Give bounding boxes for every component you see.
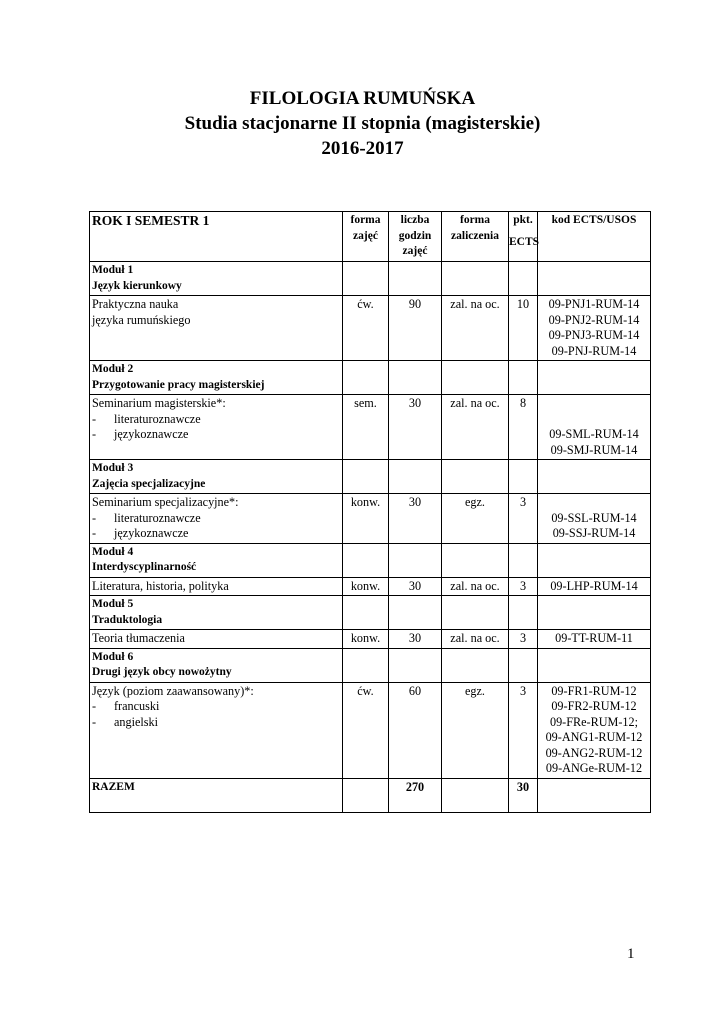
document-title-block <box>0 86 725 161</box>
col-header-liczba-godzin: liczba godzin zajęć <box>389 212 442 262</box>
course-ects: 8 <box>509 395 538 460</box>
course-codes: 09-SML-RUM-14 09-SMJ-RUM-14 <box>538 395 651 460</box>
module-header-row <box>90 543 651 577</box>
module-header-row <box>90 460 651 494</box>
course-name: Literatura, historia, polityka <box>90 577 343 596</box>
module-header-row <box>90 361 651 395</box>
course-hours: 60 <box>389 682 442 778</box>
course-forma: konw. <box>343 630 389 649</box>
col-header-forma-zajec: forma zajęć <box>343 212 389 262</box>
course-forma: konw. <box>343 494 389 544</box>
course-hours: 30 <box>389 630 442 649</box>
col-header-pkt-ects: pkt. ECTS <box>509 212 538 262</box>
course-forma: konw. <box>343 577 389 596</box>
total-ects: 30 <box>509 778 538 812</box>
course-ects: 3 <box>509 577 538 596</box>
course-name: Praktyczna nauka języka rumuńskiego <box>90 296 343 361</box>
total-hours: 270 <box>389 778 442 812</box>
course-forma: ćw. <box>343 296 389 361</box>
course-zaliczenie: zal. na oc. <box>442 577 509 596</box>
col-header-kod: kod ECTS/USOS <box>538 212 651 262</box>
course-forma: sem. <box>343 395 389 460</box>
table-header-row <box>90 212 651 262</box>
module-title: Moduł 6 Drugi język obcy nowożytny <box>90 648 343 682</box>
year-semester-label: ROK I SEMESTR 1 <box>90 212 343 262</box>
course-zaliczenie: zal. na oc. <box>442 296 509 361</box>
course-ects: 3 <box>509 494 538 544</box>
module-title: Moduł 2 Przygotowanie pracy magisterskiej <box>90 361 343 395</box>
course-name: Teoria tłumaczenia <box>90 630 343 649</box>
course-zaliczenie: egz. <box>442 682 509 778</box>
course-zaliczenie: egz. <box>442 494 509 544</box>
course-row <box>90 682 651 778</box>
page-number: 1 <box>627 946 635 962</box>
module-title: Moduł 1 Język kierunkowy <box>90 262 343 296</box>
course-row <box>90 395 651 460</box>
course-name: Seminarium specjalizacyjne*: - literaturoznawcze - językoznawcze <box>90 494 343 544</box>
course-row <box>90 296 651 361</box>
course-ects: 3 <box>509 682 538 778</box>
course-codes: 09-PNJ1-RUM-14 09-PNJ2-RUM-14 09-PNJ3-RUM-14 09-PNJ-RUM-14 <box>538 296 651 361</box>
module-title: Moduł 4 Interdyscyplinarność <box>90 543 343 577</box>
course-codes: 09-TT-RUM-11 <box>538 630 651 649</box>
course-codes: 09-SSL-RUM-14 09-SSJ-RUM-14 <box>538 494 651 544</box>
course-codes: 09-FR1-RUM-12 09-FR2-RUM-12 09-FRe-RUM-12; 09-ANG1-RUM-12 09-ANG2-RUM-12 09-ANGe-RUM-12 <box>538 682 651 778</box>
course-hours: 90 <box>389 296 442 361</box>
course-zaliczenie: zal. na oc. <box>442 630 509 649</box>
title-line-1: FILOLOGIA RUMUŃSKA <box>249 88 476 109</box>
course-row <box>90 577 651 596</box>
course-hours: 30 <box>389 494 442 544</box>
title-line-2: Studia stacjonarne II stopnia (magisterskie) <box>184 113 541 134</box>
module-header-row <box>90 596 651 630</box>
course-zaliczenie: zal. na oc. <box>442 395 509 460</box>
module-title: Moduł 3 Zajęcia specjalizacyjne <box>90 460 343 494</box>
total-row <box>90 778 651 812</box>
module-header-row <box>90 262 651 296</box>
module-header-row <box>90 648 651 682</box>
course-ects: 3 <box>509 630 538 649</box>
course-name: Język (poziom zaawansowany)*: - francuski - angielski <box>90 682 343 778</box>
course-codes: 09-LHP-RUM-14 <box>538 577 651 596</box>
course-name: Seminarium magisterskie*: - literaturoznawcze - językoznawcze <box>90 395 343 460</box>
course-hours: 30 <box>389 395 442 460</box>
course-row <box>90 630 651 649</box>
course-forma: ćw. <box>343 682 389 778</box>
title-line-3: 2016-2017 <box>321 138 404 159</box>
course-ects: 10 <box>509 296 538 361</box>
course-hours: 30 <box>389 577 442 596</box>
total-label: RAZEM <box>90 778 343 812</box>
curriculum-table <box>89 211 651 813</box>
course-row <box>90 494 651 544</box>
col-header-forma-zaliczenia: forma zaliczenia <box>442 212 509 262</box>
module-title: Moduł 5 Traduktologia <box>90 596 343 630</box>
